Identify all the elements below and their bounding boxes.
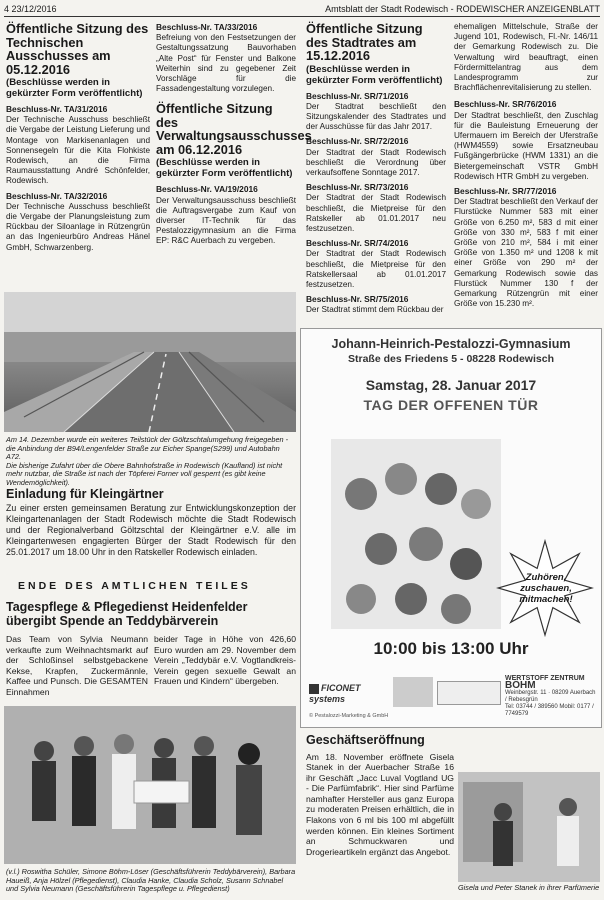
beschluss-text: Der Verwaltungsausschuss beschließt die Auftragsvergabe zum Kauf von diverser IT-Technik für das Pestalozzigymnasium an die Firma EP: R&C Auerbach zu vergeben. bbox=[156, 195, 296, 246]
road-caption-line: Am 14. Dezember wurde ein weiteres Teilstück der Göltzschtalumgehung freigegeben - die Anbindung der B94/Lengenfelder Straße zur Eicher Spange(S299) und Autobahn A72. bbox=[6, 435, 289, 462]
section-title: Öffentliche Sitzung des Technischen Ausschusses am 05.12.2016 bbox=[6, 21, 149, 77]
group-photo bbox=[4, 706, 296, 864]
ad-address: Straße des Friedens 5 - 08228 Rodewisch bbox=[347, 353, 554, 365]
ficonet-icon bbox=[309, 684, 319, 694]
page-header bbox=[4, 3, 600, 17]
beschluss-number: Beschluss-Nr. SR/74/2016 bbox=[306, 238, 409, 249]
article-text: beider Tage in Höhe von 426,60 Euro wurden am 29. November dem Verein „Teddybär e.V. Vogtlandkreis-Verein gegen sexuelle Gewalt an Frauen und Kindern“ übergeben. bbox=[154, 634, 296, 687]
sponsor3-phone: Tel: 03744 / 389560 Mobil: 0177 / 7749579 bbox=[505, 704, 594, 717]
column-ta-session bbox=[6, 22, 150, 257]
article-title: Einladung für Kleingärtner bbox=[6, 487, 164, 501]
sponsor-name: FICONET systems bbox=[309, 683, 361, 704]
article-title: Geschäftseröffnung bbox=[306, 733, 425, 747]
sponsor3-line2: ZENTRUM bbox=[550, 675, 585, 682]
column-sr-continued bbox=[454, 22, 598, 313]
beschluss-text: Der Stadtrat der Stadt Rodewisch beschließt, die Mietpreise für den Ratskeller ab 01.01.2017 neu festzusetzen. bbox=[306, 193, 446, 233]
beschluss-number: Beschluss-Nr. SR/77/2016 bbox=[454, 186, 557, 197]
tagespflege-article bbox=[6, 600, 298, 629]
beschluss-number: Beschluss-Nr. VA/19/2016 bbox=[156, 184, 258, 195]
sponsor3-name: BÖHM bbox=[505, 680, 536, 691]
beschluss-text: Der Technische Ausschuss beschließt die Vergabe der Leistung Lieferung und Montage von Markisenanlagen und Sonnensegeln für die Kita Flohkiste Rodewisch, an die Firma Raumausstattung André Schönfelder, Rodewisch. bbox=[6, 115, 150, 186]
beschluss-number: Beschluss-Nr. SR/72/2016 bbox=[306, 136, 409, 147]
beschluss-text: Der Stadtrat beschließt den Sitzungskalender des Stadtrates und der Ausschüsse für das Jahr 2017. bbox=[306, 101, 446, 132]
beschluss-number: Beschluss-Nr. SR/71/2016 bbox=[306, 90, 409, 101]
publication-title: Amtsblatt der Stadt Rodewisch - RODEWISCHER ANZEIGENBLATT bbox=[325, 4, 600, 14]
geschaeft-article bbox=[306, 734, 454, 900]
ad-event-title: TAG DER OFFENEN TÜR bbox=[363, 397, 539, 413]
beschluss-number: Beschluss-Nr. SR/73/2016 bbox=[306, 182, 409, 193]
group-caption: (v.l.) Roswitha Schüler, Simone Böhm-Löser (Geschäftsführerin Teddybärverein), Barbara Haueiß, Anja Hölzel (Pflegedienst), Claudia Hanke, Claudia Scholz, Susann Schnabel und Sylvia Neumann (Geschäftsführerin Tagespflege u. Pflegedienst) bbox=[6, 868, 296, 894]
column-sr-session bbox=[306, 22, 446, 320]
article-text: Zu einer ersten gemeinsamen Beratung zur Entwicklungskonzeption der Kleingartenanlagen der Stadt Rodewisch möchte die Stadt Rodewisch und der Regionalverband Göltzschtal der Kleingärtner e.V. alle im Kleingartenwesen engagierten Bürger der Stadt Rodewisch für den 25.01.2017 um 18.00 Uhr in den Ratskeller Rodewisch einladen. bbox=[6, 502, 296, 557]
ad-date: Samstag, 28. Januar 2017 bbox=[365, 377, 537, 393]
sponsor-wertstoff bbox=[505, 675, 597, 715]
school-open-day-ad bbox=[300, 328, 602, 728]
tagespflege-text-left bbox=[6, 634, 148, 702]
beschluss-number: Beschluss-Nr. TA/32/2016 bbox=[6, 190, 108, 201]
sponsor3-address: Weinbergstr. 11 · 08209 Auerbach / Rebesgrün bbox=[505, 690, 596, 703]
shop-caption: Gisela und Peter Stanek in ihrer Parfümerie bbox=[458, 884, 600, 892]
road-caption-line: Die bisherige Zufahrt über die Obere Bahnhofstraße in Rodewisch (Kaufland) ist nicht mehr nutzbar, die Straße ist nach der Töpferei Forner voll gesperrt (es gibt keine Wendemöglichkeit). bbox=[6, 460, 283, 487]
beschluss-text: Der Stadtrat der Stadt Rodewisch beschließt die Verordnung über verkaufsoffene Sonntage 2017. bbox=[306, 147, 446, 177]
tagespflege-text-right bbox=[154, 634, 296, 691]
sponsor-building-image bbox=[393, 677, 433, 707]
beschluss-text: Der Stadtrat der Stadt Rodewisch beschließt, die Mietpreise für den Ratskellersaal ab 01.01.2017 festzusetzen. bbox=[306, 249, 446, 289]
shop-photo bbox=[458, 772, 600, 882]
starburst-text: Zuhören, zuschauen, mitmachen! bbox=[519, 572, 573, 605]
beschluss-number: Beschluss-Nr. SR/76/2016 bbox=[454, 99, 557, 110]
sponsor-ficonet bbox=[309, 683, 389, 704]
einladung-article bbox=[6, 488, 296, 562]
article-text: Am 18. November eröffnete Gisela Stanek in der Auerbacher Straße 16 ihr Geschäft „Jacc Luval Vogtland UG - Die Parfümfabrik“. Hier sind Parfüme namhafter Hersteller aus ganz Europa zu moderaten Preisen erhältlich, die in Flakons von 6 ml bis 100 ml abgefüllt werden können. Ein kleines Sortiment an Schmuckwaren und Drogerieartikeln ergänzt das Angebot. bbox=[306, 751, 454, 857]
column-va-session bbox=[156, 22, 312, 251]
beschluss-text: Befreiung von den Festsetzungen der Gestaltungssatzung Bauvorhaben „Alte Post“ für Fenster und Balkone Weiterhin sind zu gegebener Zeit Vorschläge für die Fassadengestaltung vorzulegen. bbox=[156, 33, 296, 94]
page-number-date: 4 23/12/2016 bbox=[4, 4, 57, 14]
article-title: Tagespflege & Pflegedienst Heidenfelder übergibt Spende an Teddybärverein bbox=[6, 600, 248, 628]
end-of-official-section: ENDE DES AMTLICHEN TEILES bbox=[18, 580, 251, 592]
road-illustration bbox=[4, 292, 296, 432]
beschluss-number: Beschluss-Nr. TA/33/2016 bbox=[156, 22, 258, 32]
section-title: Öffentliche Sitzung des Stadtrates am 15.12.2016 bbox=[306, 21, 423, 63]
beschluss-text: Der Stadtrat beschließt den Verkauf der Flurstücke Nummer 583 mit einer Größe von 6.250 m², 583 d mit einer Größe von 330 m², 583 f mit einer Größe von 210 m², 584 i mit einer Größe von 1.350 m² und 1208 k mit einer Größe von 290 m² der Gemarkung Rodewisch sowie das Flurstück Nummer 130 f der Gemarkung Rützengrün mit einer Größe von 15.230 m². bbox=[454, 197, 598, 309]
sponsor-logo-box bbox=[437, 681, 501, 705]
ad-time: 10:00 bis 13:00 Uhr bbox=[373, 639, 529, 658]
continued-text: ehemaligen Mittelschule, Straße der Jugend 101, Rodewisch, Fl.-Nr. 146/11 der Gemarkung Rodewisch zu. Die Verwaltung wird beauftragt, einen Fördermittelantrag aus dem Landesprogramm zur Brachflächenrevitalisierung zu stellen. bbox=[454, 22, 598, 93]
section-subtitle: (Beschlüsse werden in gekürzter Form veröffentlicht) bbox=[6, 77, 143, 99]
beschluss-number: Beschluss-Nr. TA/31/2016 bbox=[6, 104, 108, 114]
road-caption bbox=[6, 436, 296, 488]
section-subtitle: (Beschlüsse werden in gekürzter Form veröffentlicht) bbox=[306, 63, 443, 86]
article-text: Das Team von Sylvia Neumann verkaufte zum Weihnachtsmarkt auf der Schloßinsel selbstgebackene Kekse, Krapfen, Zuckermännle, Kaffee und Punsch. Die GESAMTEN Einnahmen bbox=[6, 634, 148, 697]
ad-credit: © Pestalozzi-Marketing & GmbH bbox=[309, 713, 389, 719]
ad-school-name: Johann-Heinrich-Pestalozzi-Gymnasium bbox=[331, 337, 571, 351]
shop-illustration bbox=[458, 772, 600, 882]
students-photo bbox=[331, 439, 501, 629]
beschluss-text: Der Technische Ausschuss beschließt die Vergabe der Planungsleistung zum Rückbau der Siloanlage in Rützengrün an das Ingenieurbüro Andreas Hänel GmbH, Schwarzenberg. bbox=[6, 201, 150, 252]
road-photo bbox=[4, 292, 296, 432]
section-subtitle: (Beschlüsse werden in gekürzter Form veröffentlicht) bbox=[156, 157, 293, 180]
beschluss-number: Beschluss-Nr. SR/75/2016 bbox=[306, 294, 409, 305]
group-illustration bbox=[4, 706, 296, 864]
beschluss-text: Der Stadtrat beschließt, den Zuschlag für die Bauleistung Erneuerung der Ufermauern im Bereich der Uferstraße (HWM4559) sowie Ersatzneubau Fußgängerbrücke (HWM 1331) an die Bietergemeinschaft VSTR GmbH Rodewisch HTR GmbH zu vergeben. bbox=[454, 110, 598, 181]
beschluss-text: Der Stadtrat stimmt dem Rückbau der bbox=[306, 305, 444, 315]
sponsor3-line1: WERTSTOFF bbox=[505, 675, 549, 682]
section-title: Öffentliche Sitzung des Verwaltungsausschusses am 06.12.2016 bbox=[156, 101, 312, 157]
